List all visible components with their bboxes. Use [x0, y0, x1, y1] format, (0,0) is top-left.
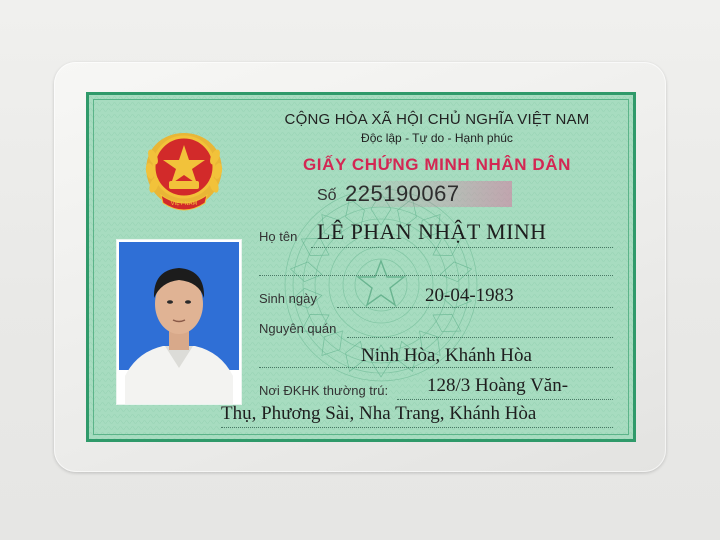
national-emblem-icon [139, 129, 229, 219]
dob-value: 20-04-1983 [425, 285, 514, 306]
origin-dotted-line-1 [347, 337, 613, 338]
name-extra-dotted-line [259, 275, 613, 276]
residence-value-line2: Thụ, Phương Sài, Nha Trang, Khánh Hòa [221, 403, 537, 424]
dob-dotted-line [337, 307, 613, 308]
residence-label: Nơi ĐKHK thường trú: [259, 383, 389, 398]
residence-dotted-line-2 [221, 427, 613, 428]
origin-label: Nguyên quán [259, 321, 337, 336]
header-motto: Độc lập - Tự do - Hạnh phúc [361, 131, 513, 145]
id-card [86, 92, 636, 442]
name-dotted-line [311, 247, 613, 248]
document-title: GIẤY CHỨNG MINH NHÂN DÂN [302, 155, 572, 174]
residence-value-line1: 128/3 Hoàng Văn- [427, 375, 569, 396]
emblem-banner-text: VIỆT NAM [170, 201, 198, 207]
dob-label: Sinh ngày [259, 291, 317, 306]
origin-value: Ninh Hòa, Khánh Hòa [361, 345, 532, 366]
id-number-label: Số [317, 187, 337, 204]
portrait-photo [117, 240, 241, 404]
portrait-illustration [117, 240, 241, 404]
origin-dotted-line-2 [259, 367, 613, 368]
name-value: LÊ PHAN NHẬT MINH [317, 219, 547, 244]
header-country: CỘNG HÒA XÃ HỘI CHỦ NGHĨA VIỆT NAM [284, 111, 590, 128]
id-number-value: 225190067 [343, 181, 512, 207]
residence-dotted-line-1 [397, 399, 613, 400]
name-label: Họ tên [259, 229, 298, 244]
